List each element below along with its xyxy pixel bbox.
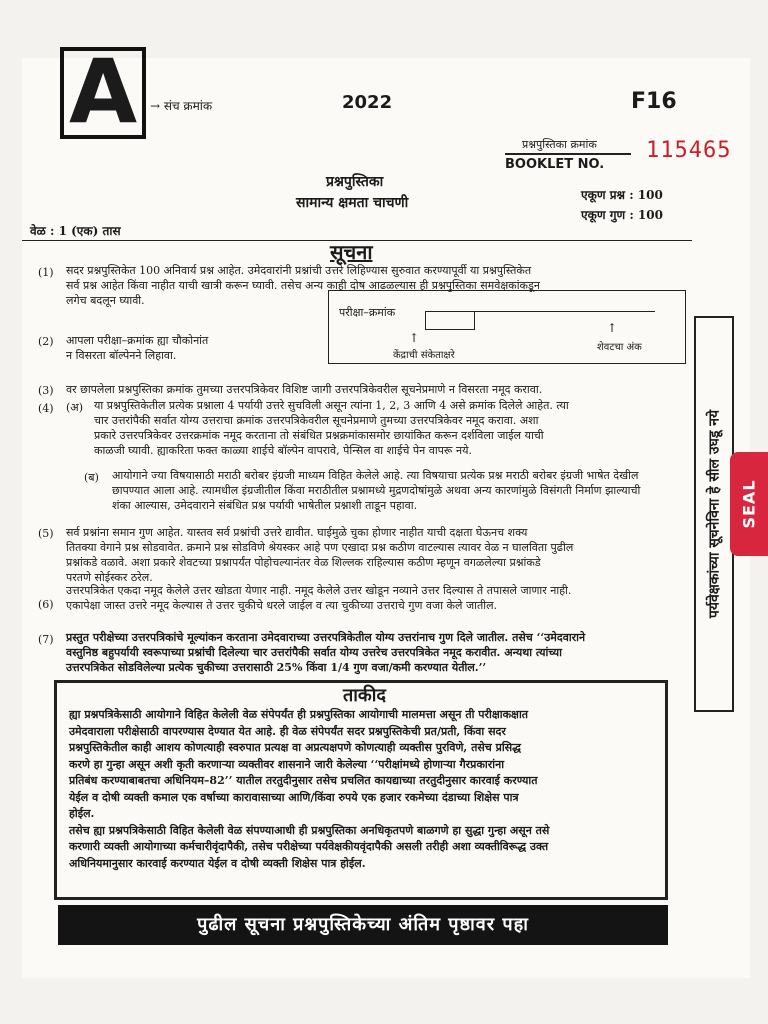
- warning-box: [54, 680, 668, 900]
- last-digit-arrow-icon: ↑: [607, 321, 618, 335]
- booklet-label-marathi: प्रश्नपुस्तिका क्रमांक: [522, 138, 597, 151]
- instruction-4-number: (4): [38, 402, 54, 415]
- exam-year: 2022: [342, 92, 393, 113]
- warning-line-1: ह्या प्रश्नपत्रिकेसाठी आयोगाने विहित केलेली वेळ संपेपर्यंत ही प्रश्नपुस्तिका आयोगाची मालमत्ता असून ती परीक्षाकक्षात: [69, 708, 529, 721]
- set-letter-box: A: [60, 47, 146, 139]
- instruction-2-line-1: आपला परीक्षा–क्रमांक ह्या चौकोनांत: [66, 334, 209, 347]
- booklet-title: प्रश्नपुस्तिका: [326, 174, 384, 190]
- roll-number-box-label: परीक्षा–क्रमांक: [339, 306, 396, 319]
- instruction-4b-line-1: आयोगाने ज्या विषयासाठी मराठी बरोबर इंग्रजी माध्यम विहित केलेले आहे. त्या विषयाचा प्रत्येक प्रश्न मराठी बरोबर इंग्रजी भाषेत देखील: [112, 469, 639, 482]
- instruction-2-number: (2): [38, 335, 54, 348]
- instruction-5-line-2: तितक्या वेगाने प्रश्न सोडवावेत. क्रमाने प्रश्न सोडविणे श्रेयस्कर आहे पण एखादा प्रश्न कठीण वाटल्यास त्यावर वेळ न घालविता पुढील: [66, 541, 574, 554]
- total-marks: एकूण गुण : 100: [581, 208, 663, 222]
- instruction-5: [66, 525, 692, 585]
- last-digit-caption: शेवटचा अंक: [597, 342, 642, 353]
- instruction-5-line-3: प्रश्नांकडे वळावे. अशा प्रकारे शेवटच्या प्रश्नापर्यंत पोहोचल्यानंतर वेळ शिल्लक राहिल्यास कठीण म्हणून वगळलेल्या प्रश्नांकडे: [66, 556, 541, 569]
- centre-code-caption: केंद्राची संकेताक्षरे: [393, 350, 455, 361]
- instruction-6: [66, 583, 692, 613]
- instruction-4b-number: (ब): [84, 471, 99, 484]
- warning-line-9: करणारी व्यक्ती आयोगाच्या कर्मचारीवृंदापैकी, तसेच परीक्षेच्या पर्यवेक्षकीयवृंदापैकी असली तरीही अशा व्यक्तीविरूद्ध उक्त: [69, 840, 549, 853]
- instruction-4a-number: (अ): [66, 401, 83, 414]
- instruction-7: [66, 630, 692, 675]
- instruction-4a: [94, 398, 690, 458]
- instruction-4b-line-2: छापण्यात आला आहे. त्यामधील इंग्रजीतील किंवा मराठीतील प्रश्नामध्ये मुद्रणदोषांमुळे अथवा अन्य कारणांमुळे विसंगती निर्माण झाल्याची: [112, 484, 641, 497]
- instruction-7-line-3: उत्तरपत्रिकेत सोडविलेल्या प्रत्येक चुकीच्या उत्तरासाठी 25% किंवा 1/4 गुण वजा/कमी करण्यात येतील.’’: [66, 661, 487, 674]
- seal-warning-text: पर्यवेक्षकांच्या सूचनेविना हे सील उघडू नये: [706, 409, 723, 619]
- warning-text: [69, 707, 659, 872]
- warning-line-10: अधिनियमानुसार कारवाई करण्यात येईल व दोषी व्यक्ती शिक्षेस पात्र होईल.: [69, 856, 366, 870]
- warning-heading: ताकीद: [343, 685, 386, 706]
- instruction-4a-line-3: प्रकारे उत्तरपत्रिकेवर उत्तरक्रमांक नमूद करताना तो संबंधित प्रश्नक्रमांकासमोर छायांकित करून दर्शविला जाईल याची: [94, 429, 544, 442]
- warning-line-5: प्रतिबंध करण्याबाबतचा अधिनियम–82’’ यातील तरतुदीनुसार तसेच प्रचलित कायद्याच्या तरतुदीनुसार कारवाई करण्यात: [69, 774, 538, 787]
- warning-line-2: उमेदवाराला परीक्षेसाठी वापरण्यास देण्यात येत आहे. ही वेळ संपेपर्यंत सदर प्रश्नपुस्तिकेची प्रत/प्रती, किंवा सदर: [69, 724, 506, 738]
- instruction-5-number: (5): [38, 527, 54, 540]
- instruction-6-line-1: उत्तरपत्रिकेत एकदा नमूद केलेले उत्तर खोडता येणार नाही. नमूद केलेले उत्तर खोडून नव्याने उत्तर दिल्यास ते तपासले जाणार नाही.: [66, 584, 572, 597]
- centre-code-field[interactable]: [425, 311, 475, 330]
- next-instructions-banner: पुढील सूचना प्रश्नपुस्तिकेच्या अंतिम पृष्ठावर पहा: [58, 905, 668, 945]
- paper-code: F16: [631, 89, 677, 114]
- warning-line-3: प्रश्नपुस्तिकेतील काही आशय कोणत्याही स्वरुपात प्रत्यक्ष वा अप्रत्यक्षपणे कोणत्याही व्यक्तीस पुरविणे, तसेच प्रसिद्ध: [69, 741, 521, 754]
- booklet-label-english: BOOKLET NO.: [505, 157, 605, 172]
- booklet-number: 115465: [646, 138, 732, 163]
- instruction-7-number: (7): [38, 633, 54, 646]
- set-number-arrow-label: → संच क्रमांक: [150, 99, 213, 113]
- centre-code-arrow-icon: ↑: [409, 331, 420, 345]
- roll-number-rule: [425, 311, 655, 312]
- warning-line-6: येईल व दोषी व्यक्ती कमाल एक वर्षाच्या कारावासाच्या आणि/किंवा रुपये एक हजार रकमेच्या दंडाच्या शिक्षेस पात्र: [69, 790, 519, 804]
- instruction-1-line-1: सदर प्रश्नपुस्तिकेत 100 अनिवार्य प्रश्न आहेत. उमेदवारांनी प्रश्नांची उत्तरे लिहिण्यास सुरुवात करण्यापूर्वी या प्रश्नपुस्तिकेत: [66, 264, 532, 277]
- seal-label: SEAL: [739, 479, 759, 529]
- instruction-5-line-1: सर्व प्रश्नांना समान गुण आहेत. यास्तव सर्व प्रश्नांची उत्तरे द्यावीत. घाईमुळे चुका होणार नाहीत याची दक्षता घेऊनच शक्य: [66, 526, 528, 539]
- warning-line-7: होईल.: [69, 807, 95, 820]
- roll-number-box[interactable]: [328, 290, 686, 364]
- instruction-7-line-1: प्रस्तुत परीक्षेच्या उत्तरपत्रिकांचे मूल्यांकन करताना उमेदवाराच्या उत्तरपत्रिकेतील योग्य उत्तरांनाच गुण दिले जातील. तसेच ‘‘उमेदवाराने: [66, 631, 586, 644]
- instruction-1-line-2: सर्व प्रश्न आहेत किंवा नाहीत याची खात्री करून घ्यावी. तसेच अन्य काही दोष आढळल्यास ही प्रश्नपुस्तिका समवेक्षकांकडून: [66, 279, 540, 292]
- exam-time: वेळ : 1 (एक) तास: [30, 224, 121, 238]
- instruction-1-line-3: लगेच बदलून घ्यावी.: [66, 294, 145, 307]
- total-questions: एकूण प्रश्न : 100: [581, 188, 663, 202]
- instruction-7-line-2: वस्तुनिष्ठ बहुपर्यायी स्वरूपाच्या प्रश्नांची दिलेल्या चार उत्तरांपैकी सर्वात योग्य उत्तरेच उत्तरपत्रिकेत नमूद करावीत. अन्यथा त्यांच्या: [66, 646, 562, 659]
- instruction-4b-line-3: शंका आल्यास, उमेदवाराने संबंधित प्रश्न पर्यायी भाषेतील प्रश्नाशी ताडून पहावा.: [112, 499, 418, 512]
- instruction-2: [66, 333, 316, 363]
- instruction-3: वर छापलेला प्रश्नपुस्तिका क्रमांक तुमच्या उत्तरपत्रिकेवर विशिष्ट जागी उत्तरपत्रिकेवरील सूचनेप्रमाणे न विसरता नमूद करावा.: [66, 383, 543, 396]
- instruction-2-line-2: न विसरता बॉल्पेनने लिहावा.: [66, 349, 177, 362]
- seal-tab[interactable]: [730, 452, 768, 556]
- instructions-heading: सूचना: [330, 240, 373, 264]
- instruction-5-line-4: परतणे सोईस्कर ठरेल.: [66, 571, 153, 584]
- instruction-4a-line-4: काळजी घ्यावी. ह्याकरिता फक्त काळ्या शाईचे बॉल्पेन वापरावे, पेन्सिल वा शाईचे पेन वापरू नये.: [94, 444, 472, 457]
- instruction-4a-line-2: चार उत्तरांपैकी सर्वात योग्य उत्तराचा क्रमांक उत्तरपत्रिकेवरील सूचनेप्रमाणे तुमच्या उत्तरपत्रिकेवर नमूद करावा. अशा: [94, 414, 539, 427]
- instruction-6-line-2: एकापेक्षा जास्त उत्तरे नमूद केल्यास ते उत्तर चुकीचे धरले जाईल व त्या चुकीच्या उत्तराचे गुण वजा केले जातील.: [66, 599, 498, 612]
- instruction-1-number: (1): [38, 266, 54, 279]
- warning-line-8: तसेच ह्या प्रश्नपत्रिकेसाठी विहित केलेली वेळ संपण्याआधी ही प्रश्नपुस्तिका अनधिकृतपणे बाळगणे हा सुद्धा गुन्हा असून तसे: [69, 823, 550, 837]
- booklet-label-rule: [505, 153, 631, 155]
- instruction-4b: [112, 468, 692, 513]
- warning-line-4: करणे हा गुन्हा असून अशी कृती करणाऱ्या व्यक्तीवर शासनाने जारी केलेल्या ‘‘परीक्षांमध्ये होणाऱ्या गैरप्रकारांना: [69, 757, 505, 771]
- instruction-4a-line-1: या प्रश्नपुस्तिकेतील प्रत्येक प्रश्नाला 4 पर्यायी उत्तरे सुचविली असून त्यांना 1, 2, 3 आणि 4 असे क्रमांक दिलेले आहेत. त्या: [94, 399, 569, 412]
- seal-warning-strip: [694, 316, 734, 712]
- instruction-6-number: (6): [38, 598, 54, 611]
- subject-title: सामान्य क्षमता चाचणी: [296, 195, 409, 211]
- instruction-3-number: (3): [38, 384, 54, 397]
